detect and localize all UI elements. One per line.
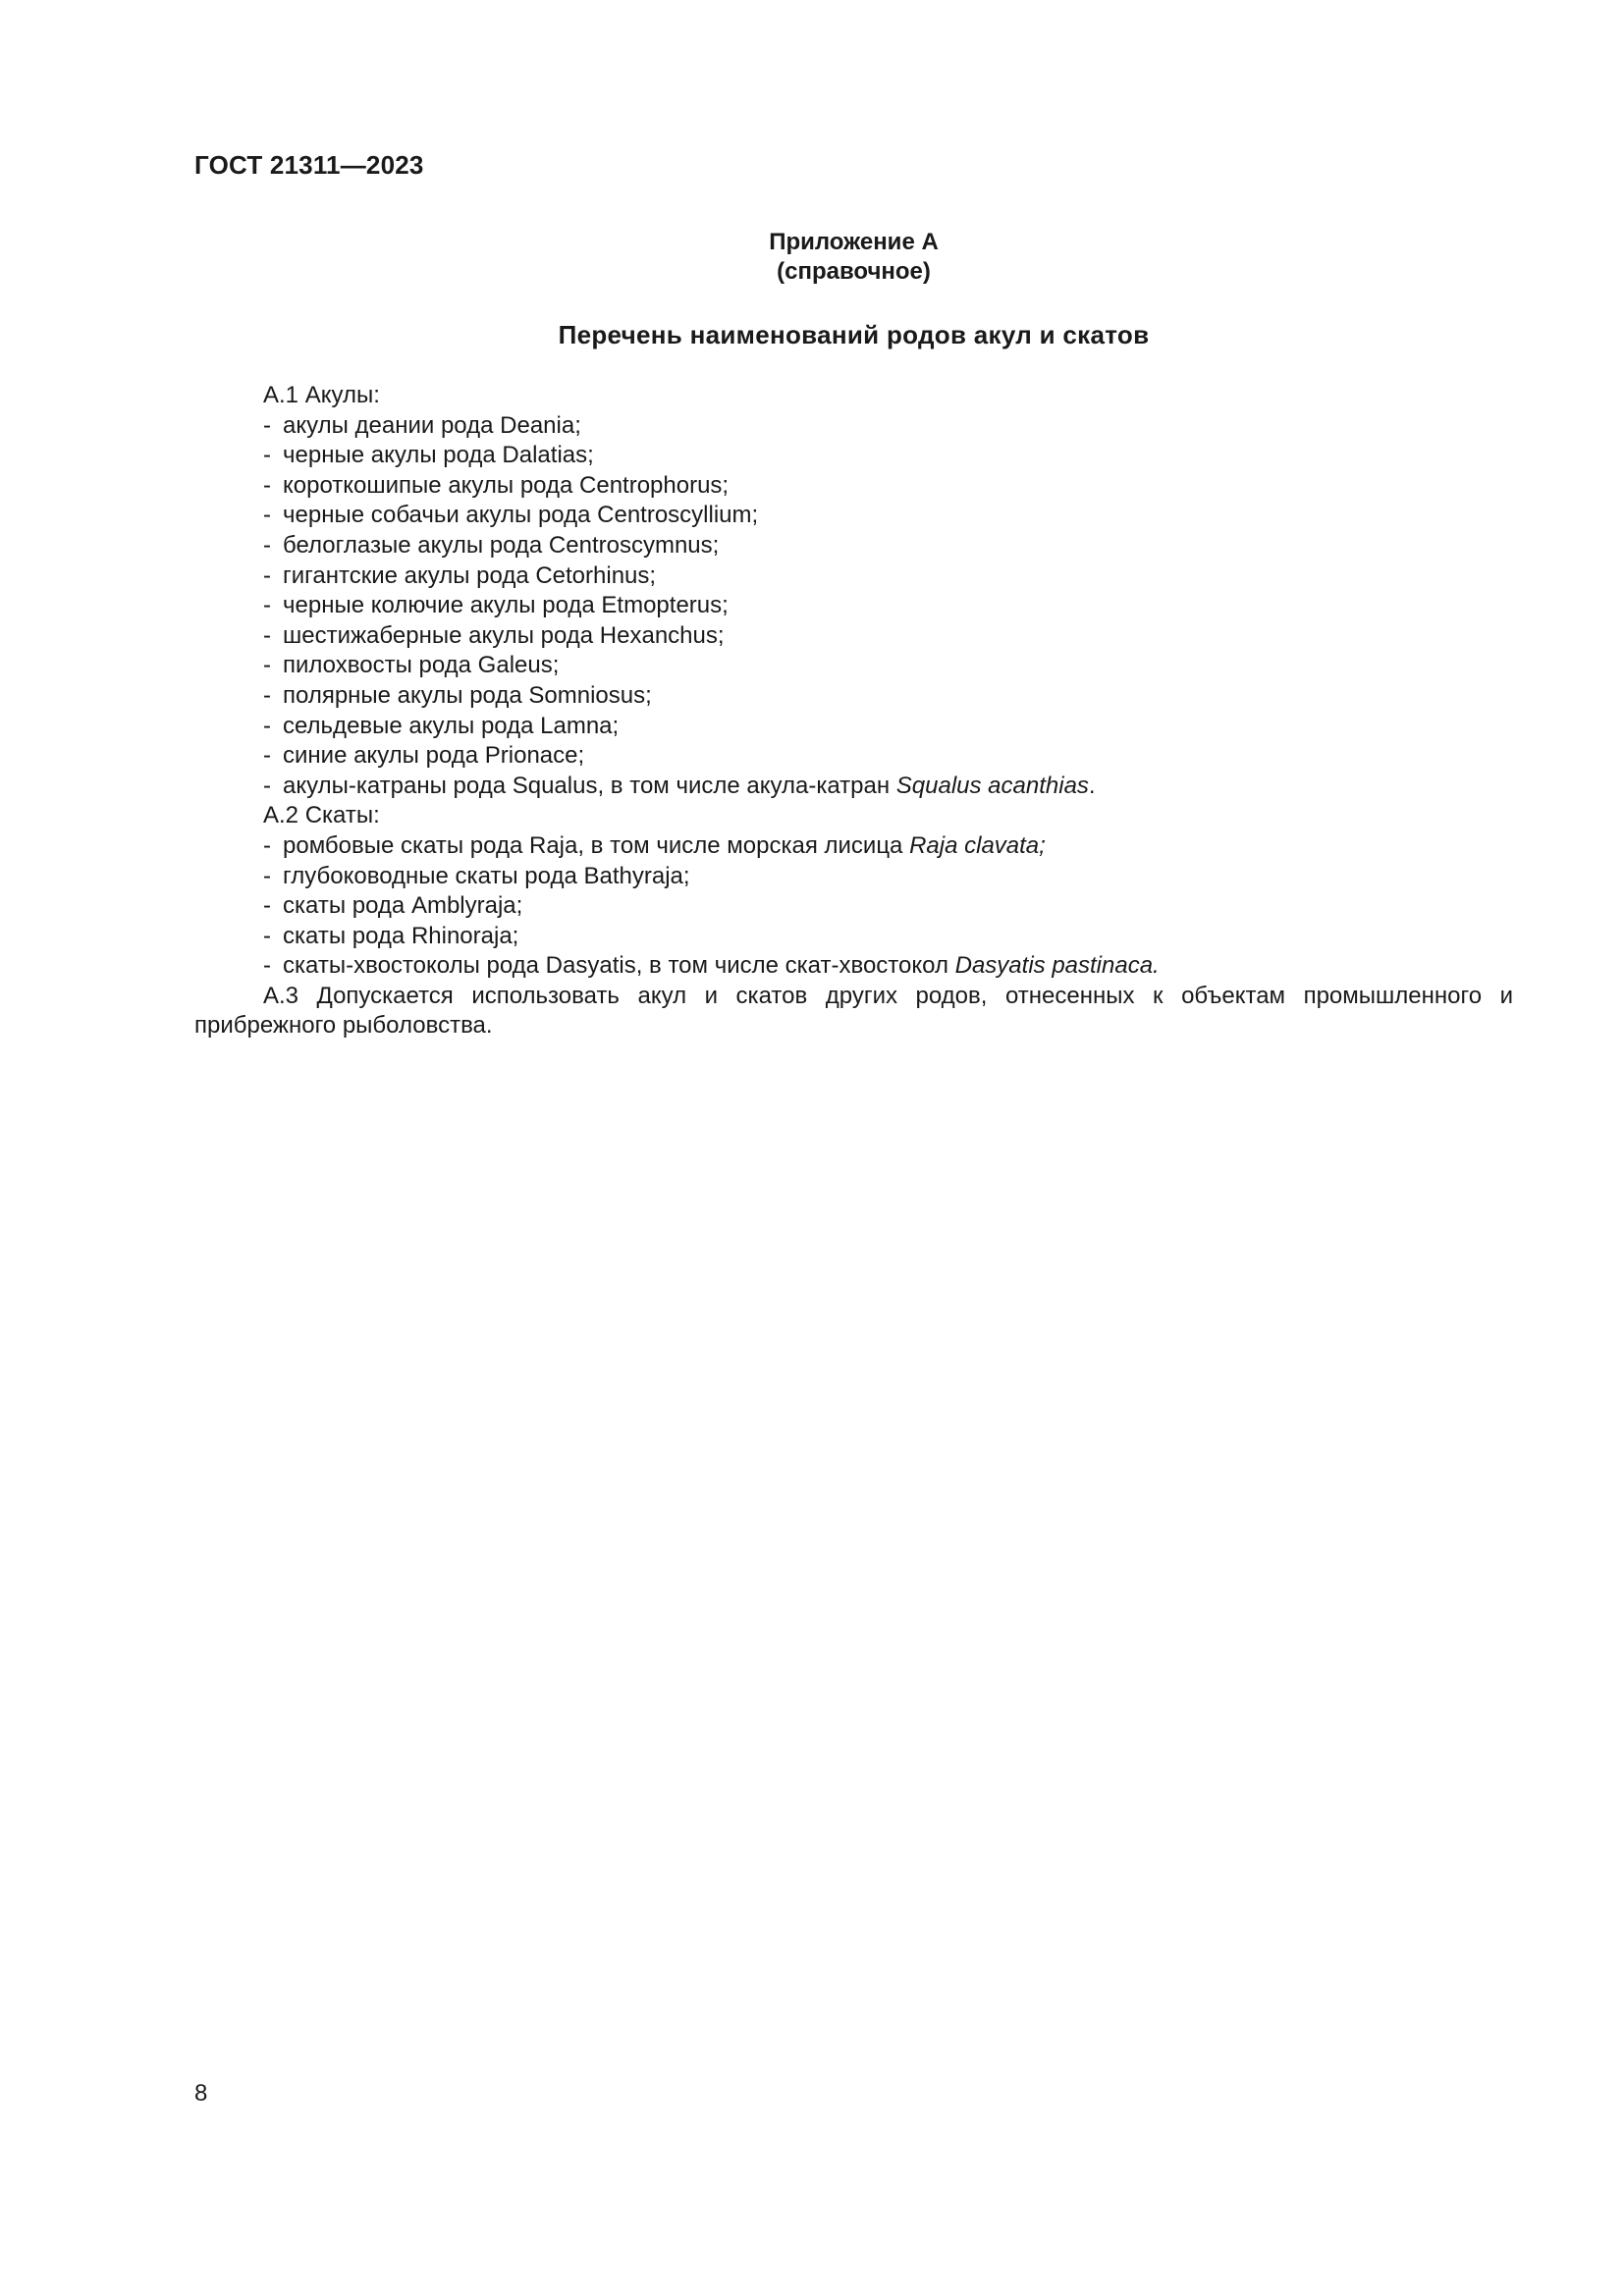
note-paragraph-line1: А.3 Допускается использовать акул и скатов других родов, отнесенных к объектам промышленного и [263, 982, 1513, 1009]
list-item-text: скаты рода Amblyraja; [283, 892, 523, 920]
list-item [194, 712, 1513, 742]
list-item [194, 591, 1513, 621]
list-dash: - [263, 892, 271, 920]
species-name: Raja clavata; [909, 831, 1046, 859]
appendix-title: Приложение А [769, 229, 939, 255]
list-dash: - [263, 411, 271, 439]
list-dash: - [263, 592, 271, 619]
list-dash: - [263, 862, 271, 889]
list-item-text: глубоководные скаты рода Bathyraja; [283, 862, 690, 889]
species-name: Dasyatis pastinaca. [954, 952, 1160, 980]
list-item-text: шестижаберные акулы рода Hexanchus; [283, 621, 725, 649]
list-dash: - [263, 471, 271, 499]
list-dash: - [263, 922, 271, 949]
page-number: 8 [194, 2080, 208, 2107]
sharks-list [194, 411, 1513, 802]
list-item [194, 441, 1513, 471]
rays-heading: А.2 Скаты: [263, 802, 380, 829]
list-item [194, 681, 1513, 712]
list-item [194, 621, 1513, 652]
list-dash: - [263, 712, 271, 739]
rays-list [194, 831, 1513, 982]
appendix-type: (справочное) [777, 258, 931, 285]
section-title: Перечень наименований родов акул и скатов [558, 320, 1150, 349]
sharks-heading: А.1 Акулы: [263, 382, 380, 408]
list-dash: - [263, 621, 271, 649]
list-item [194, 651, 1513, 681]
list-item-text: акулы деании рода Deania; [283, 411, 581, 439]
list-dash: - [263, 652, 271, 679]
list-dash: - [263, 502, 271, 529]
list-dash: - [263, 952, 271, 980]
list-item [194, 831, 1513, 862]
list-dash: - [263, 561, 271, 589]
list-item-text: пилохвосты рода Galeus; [283, 652, 560, 679]
list-item-text: белоглазые акулы рода Centroscymnus; [283, 531, 720, 559]
list-item [194, 561, 1513, 592]
list-dash: - [263, 531, 271, 559]
list-dash: - [263, 831, 271, 859]
list-item [194, 411, 1513, 442]
list-item-text: черные колючие акулы рода Etmopterus; [283, 592, 729, 619]
list-item [194, 501, 1513, 531]
list-item [194, 922, 1513, 952]
list-item [194, 471, 1513, 502]
document-code: ГОСТ 21311—2023 [194, 150, 424, 180]
list-item-tail: . [1088, 772, 1096, 799]
list-item-text: скаты рода Rhinoraja; [283, 922, 519, 949]
list-item-text: черные собачьи акулы рода Centroscyllium; [283, 502, 759, 529]
list-item-text: черные акулы рода Dalatias; [283, 442, 594, 469]
list-item [194, 891, 1513, 922]
list-item-text: полярные акулы рода Somniosus; [283, 681, 652, 709]
list-item-text: короткошипые акулы рода Centrophorus; [283, 471, 730, 499]
list-item [194, 772, 1513, 802]
list-item-text: ромбовые скаты рода Raja, в том числе морская лисица [283, 831, 910, 859]
list-item [194, 951, 1513, 982]
list-dash: - [263, 681, 271, 709]
note-paragraph-line2: прибрежного рыболовства. [194, 1012, 493, 1040]
list-item [194, 741, 1513, 772]
list-dash: - [263, 772, 271, 799]
list-item-text: скаты-хвостоколы рода Dasyatis, в том числе скат-хвостокол [283, 952, 955, 980]
list-item-text: сельдевые акулы рода Lamna; [283, 712, 620, 739]
list-dash: - [263, 742, 271, 770]
list-item-text: синие акулы рода Prionace; [283, 742, 585, 770]
list-item-text: акулы-катраны рода Squalus, в том числе акула-катран [283, 772, 896, 799]
appendix-body [194, 381, 1513, 1041]
list-dash: - [263, 442, 271, 469]
species-name: Squalus acanthias [895, 772, 1089, 799]
list-item [194, 862, 1513, 892]
list-item [194, 531, 1513, 561]
list-item-text: гигантские акулы рода Cetorhinus; [283, 561, 657, 589]
